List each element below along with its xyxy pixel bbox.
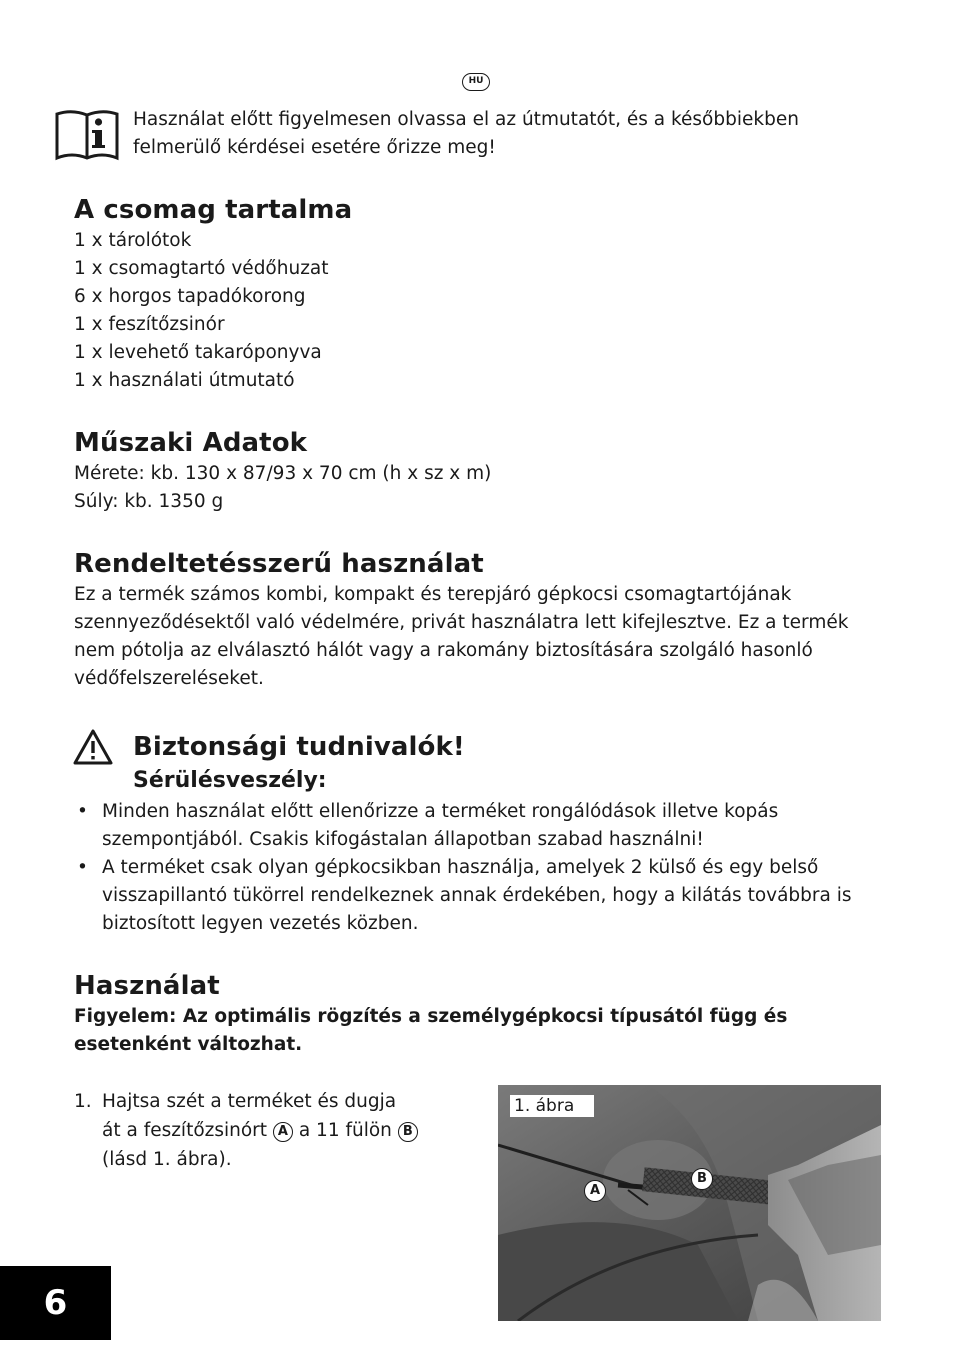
page-number: 6 [0, 1266, 111, 1340]
paragraph-line: nem pótolja az elválasztó hálót vagy a rakomány biztosítására szolgáló hasonló [74, 640, 813, 661]
usage-step-1 [74, 1087, 418, 1174]
figure-label-a: A [584, 1180, 606, 1202]
intro-text [133, 106, 833, 162]
bullet-line: szempontjából. Csakis kifogástalan állapotban szabad használni! [102, 829, 704, 850]
safety-bullets [74, 798, 874, 938]
intended-use-heading: Rendeltetésszerű használat [74, 549, 484, 579]
bullet-dot: • [77, 801, 88, 822]
intro-line: Használat előtt figyelmesen olvassa el az útmutatót, és a későbbiekben [133, 109, 799, 130]
warning-icon [72, 728, 114, 766]
usage-heading: Használat [74, 971, 220, 1001]
language-badge: HU [462, 73, 490, 91]
intro-line: felmerülő kérdései esetére őrizze meg! [133, 137, 496, 158]
step-line: át a feszítőzsinórt [102, 1120, 268, 1141]
label-b-marker: B [398, 1122, 418, 1142]
bullet-line: biztosított legyen vezetés közben. [102, 913, 419, 934]
technical-line: Súly: kb. 1350 g [74, 491, 224, 512]
step-line: (lásd 1. ábra). [102, 1149, 232, 1170]
list-item [74, 798, 874, 854]
step-line: Hajtsa szét a terméket és dugja [102, 1091, 397, 1112]
safety-subheading: Sérülésveszély: [133, 768, 327, 793]
package-list [74, 227, 329, 395]
safety-heading: Biztonsági tudnivalók! [133, 732, 465, 762]
list-item: 1 x tárolótok [74, 230, 192, 251]
bullet-line: A terméket csak olyan gépkocsikban használja, amelyek 2 külső és egy belső [102, 857, 819, 878]
paragraph-line: Ez a termék számos kombi, kompakt és terepjáró gépkocsi csomagtartójának [74, 584, 792, 605]
technical-heading: Műszaki Adatok [74, 428, 308, 458]
technical-line: Mérete: kb. 130 x 87/93 x 70 cm (h x sz x m) [74, 463, 492, 484]
figure-caption: 1. ábra [510, 1095, 594, 1117]
bullet-line: Minden használat előtt ellenőrizze a terméket rongálódások illetve kopás [102, 801, 779, 822]
list-item: 1 x csomagtartó védőhuzat [74, 258, 329, 279]
label-a-marker: A [273, 1122, 293, 1142]
paragraph-line: védőfelszereléseket. [74, 668, 264, 689]
list-item [74, 854, 874, 938]
note-line: esetenként változhat. [74, 1034, 303, 1055]
usage-note [74, 1003, 787, 1059]
intended-use-text [74, 581, 848, 693]
note-line: Figyelem: Az optimális rögzítés a személygépkocsi típusától függ és [74, 1006, 788, 1027]
technical-details [74, 460, 491, 516]
list-item: 1 x használati útmutató [74, 370, 295, 391]
step-line: a 11 fülön [298, 1120, 392, 1141]
list-item: 1 x levehető takaróponyva [74, 342, 322, 363]
step-number: 1. [74, 1091, 92, 1112]
bullet-line: visszapillantó tükörrel rendelkeznek annak érdekében, hogy a kilátás továbbra is [102, 885, 852, 906]
list-item: 1 x feszítőzsinór [74, 314, 225, 335]
figure-1 [498, 1085, 881, 1321]
info-book-icon [54, 106, 120, 162]
paragraph-line: szennyeződésektől való védelmére, privát használatra lett kifejlesztve. Ez a termék [74, 612, 849, 633]
bullet-dot: • [77, 857, 88, 878]
figure-photo [498, 1085, 881, 1321]
package-heading: A csomag tartalma [74, 195, 353, 225]
figure-label-b: B [691, 1168, 713, 1190]
list-item: 6 x horgos tapadókorong [74, 286, 306, 307]
